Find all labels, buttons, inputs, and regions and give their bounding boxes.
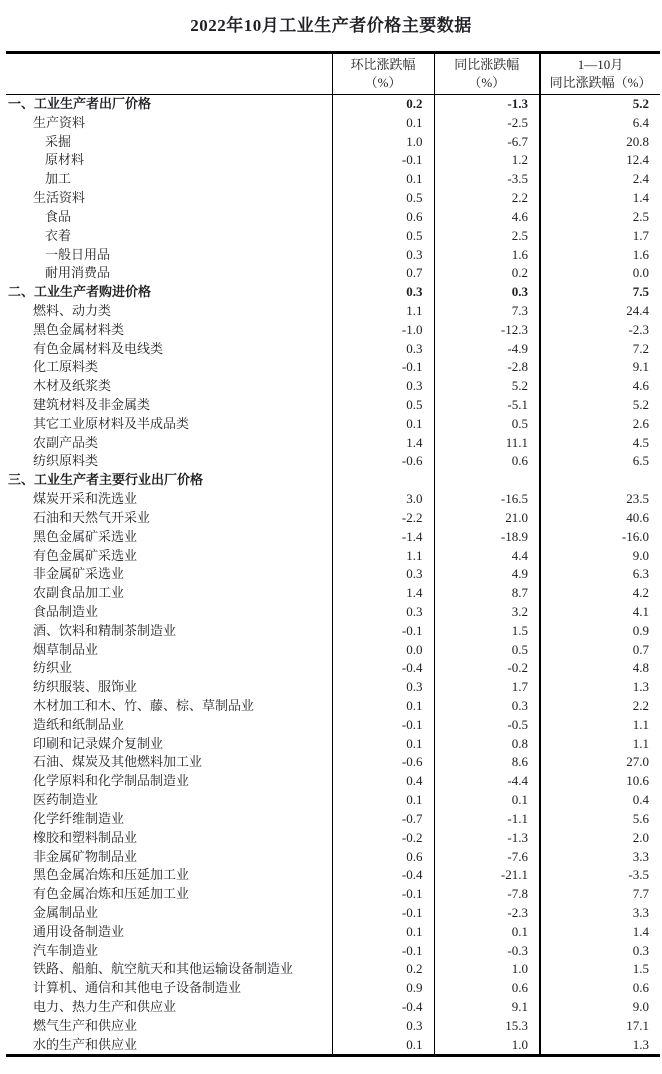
row-label: 化学纤维制造业 <box>6 810 332 829</box>
table-row <box>6 659 660 678</box>
row-mom-value: -0.1 <box>332 942 434 961</box>
row-ytd-value: 0.9 <box>632 622 649 638</box>
row-label: 农副食品加工业 <box>6 584 332 603</box>
table-row <box>6 170 660 189</box>
row-yoy-value: -6.7 <box>434 133 540 152</box>
row-yoy-value: -2.3 <box>434 904 540 923</box>
column-header-mom-line2: （%） <box>364 75 402 90</box>
row-mom-value: 0.1 <box>332 923 434 942</box>
row-yoy-value: -4.9 <box>434 340 540 359</box>
row-yoy-value: 0.6 <box>434 452 540 471</box>
row-label: 食品 <box>6 208 332 227</box>
table-row <box>6 735 660 754</box>
table-row <box>6 641 660 660</box>
row-mom-value: -0.2 <box>332 829 434 848</box>
column-header-ytd-line2: 同比涨跌幅（%） <box>549 75 652 90</box>
row-ytd-value: 9.1 <box>632 359 649 375</box>
row-mom-value: -0.1 <box>332 151 434 170</box>
row-ytd-value: 2.6 <box>632 415 649 431</box>
row-ytd-value: 5.6 <box>632 810 649 826</box>
table-row <box>6 1036 660 1056</box>
table-row <box>6 114 660 133</box>
table-row <box>6 302 660 321</box>
row-label: 木材及纸浆类 <box>6 377 332 396</box>
row-mom-value: 0.1 <box>332 114 434 133</box>
table-row <box>6 753 660 772</box>
row-ytd-value: 6.5 <box>632 453 649 469</box>
row-yoy-value: -7.8 <box>434 885 540 904</box>
row-mom-value: -0.4 <box>332 866 434 885</box>
row-yoy-value: 9.1 <box>434 998 540 1017</box>
row-mom-value: 0.3 <box>332 377 434 396</box>
row-yoy-value: 4.9 <box>434 565 540 584</box>
row-yoy-value: -0.5 <box>434 716 540 735</box>
table-row <box>6 622 660 641</box>
row-yoy-value: 1.7 <box>434 678 540 697</box>
column-header-ytd <box>540 53 660 95</box>
producer-price-table <box>6 51 660 1057</box>
row-label: 金属制品业 <box>6 904 332 923</box>
row-label: 木材加工和木、竹、藤、棕、草制品业 <box>6 697 332 716</box>
row-label: 造纸和纸制品业 <box>6 716 332 735</box>
table-row <box>6 923 660 942</box>
table-row <box>6 791 660 810</box>
row-mom-value: 0.4 <box>332 772 434 791</box>
row-ytd-value: -2.3 <box>628 321 649 337</box>
row-ytd-value: 1.1 <box>632 735 649 751</box>
row-yoy-value: 7.3 <box>434 302 540 321</box>
row-yoy-value: 8.7 <box>434 584 540 603</box>
row-label: 石油和天然气开采业 <box>6 509 332 528</box>
table-row <box>6 340 660 359</box>
row-ytd-value: 4.6 <box>632 378 649 394</box>
table-row <box>6 584 660 603</box>
row-label: 原材料 <box>6 151 332 170</box>
row-ytd-value: 1.3 <box>632 679 649 695</box>
table-row <box>6 208 660 227</box>
row-yoy-value: 4.4 <box>434 547 540 566</box>
row-mom-value: -0.1 <box>332 716 434 735</box>
row-ytd-value: 20.8 <box>626 133 649 149</box>
row-mom-value: -0.7 <box>332 810 434 829</box>
row-ytd-value: 6.4 <box>632 114 649 130</box>
column-header-mom-line1: 环比涨跌幅 <box>350 57 416 72</box>
table-row <box>6 1017 660 1036</box>
row-ytd-value: 9.0 <box>632 999 649 1014</box>
row-ytd-value: 12.4 <box>626 152 649 168</box>
row-mom-value: 0.3 <box>332 603 434 622</box>
row-mom-value: 0.3 <box>332 565 434 584</box>
row-label: 生活资料 <box>6 189 332 208</box>
row-mom-value: 0.9 <box>332 979 434 998</box>
row-yoy-value: 1.2 <box>434 151 540 170</box>
row-label: 酒、饮料和精制茶制造业 <box>6 622 332 641</box>
row-label: 衣着 <box>6 227 332 246</box>
table-row <box>6 772 660 791</box>
row-ytd-value: 4.2 <box>632 585 649 601</box>
row-yoy-value: 0.6 <box>434 979 540 998</box>
row-mom-value: -1.0 <box>332 321 434 340</box>
row-mom-value: 0.3 <box>332 678 434 697</box>
row-ytd-value: 40.6 <box>626 509 649 525</box>
row-yoy-value: -7.6 <box>434 848 540 867</box>
row-label: 有色金属冶炼和压延加工业 <box>6 885 332 904</box>
row-mom-value: -2.2 <box>332 509 434 528</box>
row-label: 黑色金属矿采选业 <box>6 528 332 547</box>
row-ytd-value: 0.6 <box>632 980 649 996</box>
table-row <box>6 716 660 735</box>
row-ytd-value: 1.6 <box>632 246 649 262</box>
row-yoy-value: 0.2 <box>434 264 540 283</box>
row-label: 煤炭开采和洗选业 <box>6 490 332 509</box>
row-ytd-value: 1.5 <box>632 961 649 977</box>
column-header-ytd-line1: 1—10月 <box>577 57 624 72</box>
table-header <box>6 53 660 95</box>
row-ytd-value: 5.2 <box>632 96 649 111</box>
row-ytd-value: 0.3 <box>632 942 649 958</box>
row-label: 化学原料和化学制品制造业 <box>6 772 332 791</box>
row-ytd-value: 10.6 <box>626 773 649 789</box>
row-yoy-value: 2.5 <box>434 227 540 246</box>
table-row <box>6 678 660 697</box>
row-ytd-value: 1.7 <box>632 227 649 243</box>
row-label: 二、工业生产者购进价格 <box>6 283 332 302</box>
row-label: 汽车制造业 <box>6 942 332 961</box>
table-row <box>6 377 660 396</box>
table-row <box>6 979 660 998</box>
table-row <box>6 452 660 471</box>
row-label: 铁路、船舶、航空航天和其他运输设备制造业 <box>6 960 332 979</box>
row-ytd-value: 24.4 <box>626 302 649 318</box>
row-yoy-value: 2.2 <box>434 189 540 208</box>
row-label: 一、工业生产者出厂价格 <box>6 95 332 114</box>
table-row <box>6 415 660 434</box>
row-mom-value: 0.5 <box>332 189 434 208</box>
table-row <box>6 866 660 885</box>
row-ytd-value: 0.0 <box>632 265 649 281</box>
column-header-yoy-line2: （%） <box>468 75 506 90</box>
row-yoy-value: 15.3 <box>434 1017 540 1036</box>
row-yoy-value: 0.1 <box>434 791 540 810</box>
row-label: 三、工业生产者主要行业出厂价格 <box>6 471 332 490</box>
row-mom-value: 0.3 <box>332 283 434 302</box>
row-mom-value: -0.1 <box>332 904 434 923</box>
row-ytd-value <box>540 471 660 490</box>
table-row <box>6 189 660 208</box>
row-label: 加工 <box>6 170 332 189</box>
row-ytd-value: 1.4 <box>632 923 649 939</box>
row-label: 其它工业原材料及半成品类 <box>6 415 332 434</box>
row-label: 建筑材料及非金属类 <box>6 396 332 415</box>
table-row <box>6 810 660 829</box>
row-yoy-value: 3.2 <box>434 603 540 622</box>
table-row <box>6 565 660 584</box>
row-yoy-value: -0.2 <box>434 659 540 678</box>
table-row <box>6 547 660 566</box>
table-row <box>6 133 660 152</box>
row-mom-value: 0.3 <box>332 340 434 359</box>
table-row <box>6 358 660 377</box>
row-mom-value: 0.1 <box>332 170 434 189</box>
row-mom-value: 0.1 <box>332 735 434 754</box>
row-yoy-value: 0.5 <box>434 641 540 660</box>
row-label: 纺织业 <box>6 659 332 678</box>
table-body <box>6 95 660 1056</box>
table-row <box>6 264 660 283</box>
row-label: 纺织原料类 <box>6 452 332 471</box>
row-ytd-value: 4.5 <box>632 434 649 450</box>
table-row <box>6 321 660 340</box>
row-yoy-value: 0.1 <box>434 923 540 942</box>
row-mom-value: 0.1 <box>332 791 434 810</box>
row-yoy-value: 0.8 <box>434 735 540 754</box>
row-ytd-value: 7.2 <box>632 340 649 356</box>
row-label: 采掘 <box>6 133 332 152</box>
row-label: 电力、热力生产和供应业 <box>6 998 332 1017</box>
row-yoy-value: 0.3 <box>434 697 540 716</box>
row-yoy-value: 1.6 <box>434 246 540 265</box>
row-yoy-value: -18.9 <box>434 528 540 547</box>
table-row <box>6 95 660 114</box>
row-label: 计算机、通信和其他电子设备制造业 <box>6 979 332 998</box>
row-label: 有色金属材料及电线类 <box>6 340 332 359</box>
table-row <box>6 904 660 923</box>
row-ytd-value: 7.5 <box>632 284 649 300</box>
row-label: 黑色金属冶炼和压延加工业 <box>6 866 332 885</box>
row-yoy-value: -5.1 <box>434 396 540 415</box>
table-row <box>6 697 660 716</box>
row-yoy-value: -1.1 <box>434 810 540 829</box>
table-row <box>6 490 660 509</box>
row-mom-value: -0.1 <box>332 885 434 904</box>
table-row <box>6 396 660 415</box>
table-row <box>6 848 660 867</box>
row-mom-value: -0.6 <box>332 452 434 471</box>
row-label: 水的生产和供应业 <box>6 1036 332 1056</box>
row-yoy-value: 1.0 <box>434 1036 540 1056</box>
row-ytd-value: 17.1 <box>626 1017 649 1033</box>
row-yoy-value: -2.8 <box>434 358 540 377</box>
row-label: 烟草制品业 <box>6 641 332 660</box>
row-ytd-value: 1.1 <box>632 716 649 732</box>
row-label: 生产资料 <box>6 114 332 133</box>
row-label: 耐用消费品 <box>6 264 332 283</box>
row-ytd-value: 2.4 <box>632 171 649 187</box>
row-mom-value: 0.2 <box>332 95 434 114</box>
row-mom-value: 0.7 <box>332 264 434 283</box>
row-yoy-value: 4.6 <box>434 208 540 227</box>
row-mom-value: 0.3 <box>332 246 434 265</box>
row-label: 燃气生产和供应业 <box>6 1017 332 1036</box>
table-row <box>6 151 660 170</box>
row-mom-value: 0.5 <box>332 396 434 415</box>
column-header-blank <box>6 53 332 95</box>
row-mom-value: 0.1 <box>332 697 434 716</box>
row-yoy-value: -21.1 <box>434 866 540 885</box>
row-ytd-value: 3.3 <box>632 848 649 864</box>
row-yoy-value: -1.3 <box>434 95 540 114</box>
row-ytd-value: 6.3 <box>632 566 649 582</box>
row-yoy-value: 21.0 <box>434 509 540 528</box>
row-label: 食品制造业 <box>6 603 332 622</box>
row-ytd-value: 2.2 <box>632 698 649 713</box>
row-ytd-value: 23.5 <box>626 491 649 507</box>
row-ytd-value: 2.0 <box>632 829 649 845</box>
row-mom-value: 0.6 <box>332 848 434 867</box>
row-mom-value: 0.6 <box>332 208 434 227</box>
row-label: 农副产品类 <box>6 434 332 453</box>
row-yoy-value: -3.5 <box>434 170 540 189</box>
row-label: 纺织服装、服饰业 <box>6 678 332 697</box>
row-ytd-value: -3.5 <box>628 867 649 883</box>
row-mom-value: 1.0 <box>332 133 434 152</box>
row-yoy-value: -12.3 <box>434 321 540 340</box>
table-row <box>6 885 660 904</box>
table-row <box>6 960 660 979</box>
row-ytd-value: 27.0 <box>626 754 649 770</box>
row-label: 印刷和记录媒介复制业 <box>6 735 332 754</box>
row-yoy-value: -0.3 <box>434 942 540 961</box>
row-yoy-value <box>434 471 540 490</box>
table-row <box>6 434 660 453</box>
table-row <box>6 509 660 528</box>
row-yoy-value: 0.3 <box>434 283 540 302</box>
row-mom-value: -0.1 <box>332 622 434 641</box>
table-row <box>6 471 660 490</box>
table-row <box>6 283 660 302</box>
row-ytd-value: 1.4 <box>632 190 649 206</box>
row-ytd-value: 4.1 <box>632 603 649 619</box>
row-mom-value: 0.2 <box>332 960 434 979</box>
row-label: 非金属矿物制品业 <box>6 848 332 867</box>
row-yoy-value: 1.0 <box>434 960 540 979</box>
table-row <box>6 998 660 1017</box>
row-label: 燃料、动力类 <box>6 302 332 321</box>
column-header-yoy <box>434 53 540 95</box>
row-yoy-value: -16.5 <box>434 490 540 509</box>
row-ytd-value: 3.3 <box>632 904 649 920</box>
row-label: 有色金属矿采选业 <box>6 547 332 566</box>
column-header-yoy-line1: 同比涨跌幅 <box>454 57 520 72</box>
table-row <box>6 528 660 547</box>
row-ytd-value: 0.7 <box>632 641 649 657</box>
row-label: 非金属矿采选业 <box>6 565 332 584</box>
page-title: 2022年10月工业生产者价格主要数据 <box>190 16 472 35</box>
table-row <box>6 246 660 265</box>
row-label: 通用设备制造业 <box>6 923 332 942</box>
row-mom-value: 1.1 <box>332 302 434 321</box>
column-header-mom <box>332 53 434 95</box>
row-mom-value: 3.0 <box>332 490 434 509</box>
row-ytd-value: 9.0 <box>632 547 649 563</box>
row-mom-value: 1.4 <box>332 434 434 453</box>
row-ytd-value: 0.4 <box>632 792 649 808</box>
row-yoy-value: -1.3 <box>434 829 540 848</box>
row-label: 医药制造业 <box>6 791 332 810</box>
row-mom-value: 0.1 <box>332 415 434 434</box>
table-row <box>6 942 660 961</box>
row-mom-value: -0.4 <box>332 998 434 1017</box>
row-label: 橡胶和塑料制品业 <box>6 829 332 848</box>
row-label: 一般日用品 <box>6 246 332 265</box>
table-row <box>6 603 660 622</box>
row-mom-value: 1.4 <box>332 584 434 603</box>
row-mom-value: -0.1 <box>332 358 434 377</box>
row-ytd-value: 1.3 <box>632 1036 649 1052</box>
row-label: 石油、煤炭及其他燃料加工业 <box>6 753 332 772</box>
row-mom-value <box>332 471 434 490</box>
row-yoy-value: -4.4 <box>434 772 540 791</box>
row-yoy-value: 11.1 <box>434 434 540 453</box>
row-yoy-value: 5.2 <box>434 377 540 396</box>
row-yoy-value: 0.5 <box>434 415 540 434</box>
row-ytd-value: -16.0 <box>621 528 649 544</box>
row-yoy-value: 1.5 <box>434 622 540 641</box>
row-mom-value: -0.6 <box>332 753 434 772</box>
row-mom-value: 0.5 <box>332 227 434 246</box>
table-row <box>6 829 660 848</box>
row-yoy-value: -2.5 <box>434 114 540 133</box>
row-ytd-value: 7.7 <box>632 886 649 902</box>
row-label: 化工原料类 <box>6 358 332 377</box>
row-ytd-value: 5.2 <box>632 397 649 412</box>
row-mom-value: 0.3 <box>332 1017 434 1036</box>
table-row <box>6 227 660 246</box>
row-mom-value: -0.4 <box>332 659 434 678</box>
row-ytd-value: 4.8 <box>632 660 649 676</box>
row-label: 黑色金属材料类 <box>6 321 332 340</box>
row-mom-value: -1.4 <box>332 528 434 547</box>
row-mom-value: 1.1 <box>332 547 434 566</box>
row-mom-value: 0.0 <box>332 641 434 660</box>
row-yoy-value: 8.6 <box>434 753 540 772</box>
row-mom-value: 0.1 <box>332 1036 434 1056</box>
row-ytd-value: 2.5 <box>632 208 649 224</box>
